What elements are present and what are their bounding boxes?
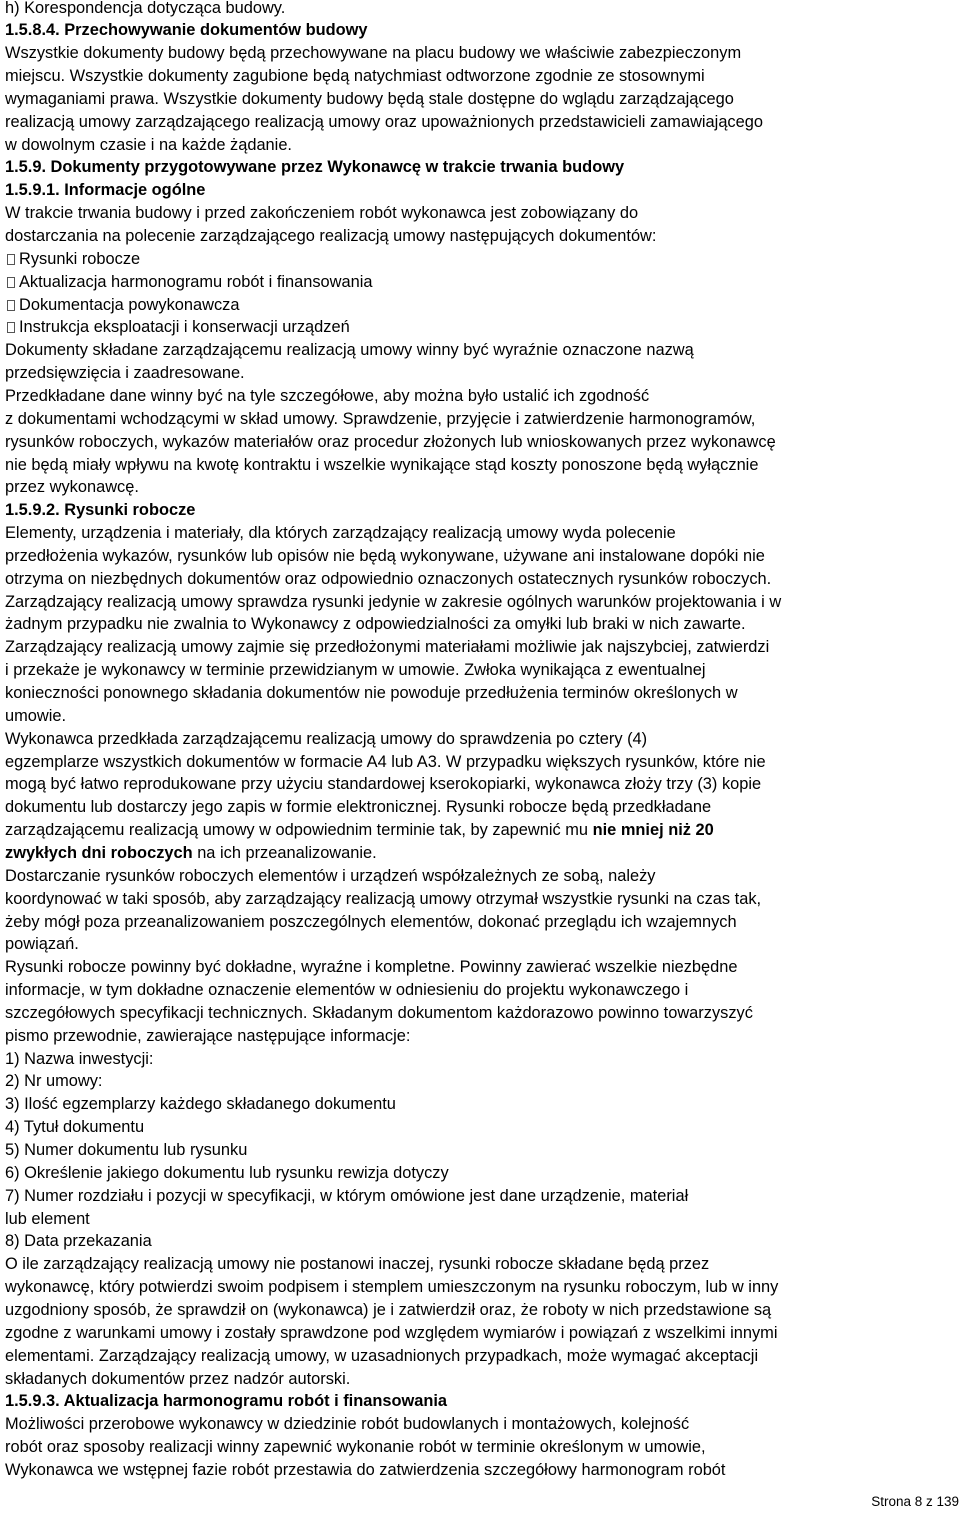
text-span: w dowolnym czasie i na każde żądanie.: [5, 135, 292, 154]
text-line: [5, 613, 746, 637]
bullet-item: [5, 271, 373, 295]
text-line: [5, 1070, 102, 1094]
text-span: na ich przeanalizowanie.: [192, 843, 377, 862]
text-line: [5, 1253, 709, 1277]
text-line: [5, 1230, 152, 1254]
text-line: [5, 202, 638, 226]
text-span: przedłożenia wykazów, rysunków lub opisów nie będą wykonywane, używane ani instalowane dopóki nie: [5, 546, 765, 565]
text-span: egzemplarze wszystkich dokumentów w formacie A4 lub A3. W przypadku większych rysunków, które nie: [5, 752, 766, 771]
text-span: uzgodniony sposób, że sprawdził on (wykonawca) je i zatwierdził oraz, że roboty w nich przedstawione są: [5, 1300, 772, 1319]
text-span: Wszystkie dokumenty budowy będą przechowywane na placu budowy we właściwie zabezpieczonym: [5, 44, 742, 63]
text-line: [5, 111, 763, 135]
text-line: [5, 1208, 90, 1232]
text-line: [5, 659, 706, 683]
text-span: 3) Ilość egzemplarzy każdego składanego dokumentu: [5, 1095, 396, 1114]
text-span: Dostarczanie rysunków roboczych elementów i urządzeń współzależnych ze sobą, należy: [5, 866, 656, 885]
text-span: Dokumenty składane zarządzającemu realizacją umowy winny być wyraźnie oznaczone nazwą: [5, 341, 694, 360]
text-line: [5, 42, 741, 66]
text-line: [5, 911, 737, 935]
text-span: 6) Określenie jakiego dokumentu lub rysunku rewizja dotyczy: [5, 1163, 449, 1182]
text-span: informacje, w tym dokładne oznaczenie elementów w odniesieniu do projektu wykonawczego i: [5, 981, 689, 1000]
text-span: nie będą miały wpływu na kwotę kontraktu i wszelkie wynikające stąd koszty ponoszone będą wyłącznie: [5, 455, 759, 474]
text-line: [5, 1025, 410, 1049]
text-line: [5, 65, 705, 89]
text-span: dostarczania na polecenie zarządzającego realizacją umowy następujących dokumentów:: [5, 227, 657, 245]
text-span: Elementy, urządzenia i materiały, dla których zarządzający realizacją umowy wyda polecenie: [5, 524, 676, 543]
text-span: konieczności ponownego składania dokumentów nie powoduje przedłużenia terminów określonych w: [5, 684, 738, 702]
text-line: [5, 865, 655, 889]
text-span: miejscu. Wszystkie dokumenty zagubione będą natychmiast odtworzone zgodnie ze stosownymi: [5, 67, 705, 86]
text-line: [5, 751, 766, 775]
bullet-item: [5, 294, 239, 318]
text-span: przedsięwzięcia i zaadresowane.: [5, 364, 245, 383]
text-span: W trakcie trwania budowy i przed zakończeniem robót wykonawca jest zobowiązany do: [5, 204, 639, 223]
bullet-icon: [7, 254, 15, 265]
text-span: przez wykonawcę.: [5, 478, 139, 497]
text-line: [5, 591, 781, 615]
text-line: [5, 1185, 688, 1209]
text-line: [5, 956, 738, 980]
text-span: żeby mógł poza przeanalizowaniem poszczególnych elementów, dokonać przeglądu ich wzajemnych: [5, 912, 737, 931]
text-line: [5, 1413, 689, 1437]
bold-text: nie mniej niż 20: [592, 821, 714, 840]
text-span: powiązań.: [5, 935, 79, 954]
text-line: [5, 636, 769, 660]
text-span: O ile zarządzający realizacją umowy nie postanowi inaczej, rysunki robocze składane będą przez: [5, 1255, 710, 1274]
text-line: [5, 476, 139, 500]
text-line: [5, 773, 761, 797]
text-span: Zarządzający realizacją umowy zajmie się przedłożonymi materiałami możliwie jak najszybciej, zatwierdzi: [5, 638, 770, 657]
text-line: [5, 1116, 144, 1140]
text-span: 4) Tytuł dokumentu: [5, 1118, 145, 1137]
text-span: 1) Nazwa inwestycji:: [5, 1049, 154, 1068]
text-line: [5, 454, 758, 478]
bullet-icon: [7, 277, 15, 288]
text-span: z dokumentami wchodzącymi w skład umowy. Sprawdzenie, przyjęcie i zatwierdzenie harmonogramów,: [5, 409, 756, 428]
text-line: [5, 499, 195, 523]
text-line: [5, 1139, 247, 1163]
text-span: h) Korespondencja dotycząca budowy.: [5, 0, 286, 17]
text-line: [5, 1299, 771, 1323]
text-span: mogą być łatwo reprodukowane przy użyciu standardowej kserokopiarki, wykonawca złoży trzy (3) kopie: [5, 775, 762, 794]
text-span: Rysunki robocze powinny być dokładne, wyraźne i kompletne. Powinny zawierać wszelkie niezbędne: [5, 958, 738, 977]
text-span: i przekaże je wykonawcy w terminie przewidzianym w umowie. Zwłoka wynikająca z ewentualnej: [5, 661, 706, 680]
text-line: [5, 1093, 396, 1117]
text-line: [5, 1322, 777, 1346]
page-number: Strona 8 z 139: [871, 1494, 959, 1509]
text-line: [5, 682, 738, 706]
text-span: szczegółowych specyfikacji technicznych. Składanym dokumentom każdorazowo powinno towarzyszyć: [5, 1003, 753, 1022]
text-line: [5, 979, 688, 1003]
text-span: 2) Nr umowy:: [5, 1072, 103, 1091]
bullet-item: [5, 316, 350, 340]
text-line: [5, 156, 624, 180]
text-span: koordynować w taki sposób, aby zarządzający realizacją umowy otrzymał wszystkie rysunki na czas tak,: [5, 889, 762, 908]
text-line: [5, 1048, 153, 1072]
text-span: 8) Data przekazania: [5, 1232, 152, 1251]
bold-text: zwykłych dni roboczych: [5, 843, 193, 862]
text-line: [5, 134, 292, 158]
text-span: rysunków roboczych, wykazów materiałów oraz procedur złożonych lub wnioskowanych przez wykonawcę: [5, 432, 776, 451]
text-line: [5, 842, 377, 866]
text-line: [5, 1276, 778, 1300]
text-line: [5, 888, 761, 912]
text-span: zgodne z warunkami umowy i zostały sprawdzone pod względem wymiarów i powiązań z wszelkimi innymi: [5, 1323, 778, 1342]
text-span: żadnym przypadku nie zwalnia to Wykonawcy z odpowiedzialności za omyłki lub braki w nich zawarte.: [5, 615, 746, 634]
text-span: Przedkładane dane winny być na tyle szczegółowe, aby można było ustalić ich zgodność: [5, 386, 650, 405]
text-span: dokumentu lub dostarczy jego zapis w formie elektronicznej. Rysunki robocze będą przedkładane: [5, 798, 712, 817]
text-span: Instrukcja eksploatacji i konserwacji urządzeń: [19, 318, 350, 337]
text-line: [5, 819, 714, 843]
text-span: 5) Numer dokumentu lub rysunku: [5, 1141, 248, 1159]
bold-text: 1.5.9.3. Aktualizacja harmonogramu robót i finansowania: [5, 1392, 448, 1411]
text-line: [5, 728, 647, 752]
text-line: [5, 522, 676, 546]
text-line: [5, 179, 205, 203]
text-line: [5, 1390, 447, 1414]
bullet-icon: [7, 300, 15, 311]
text-span: Aktualizacja harmonogramu robót i finansowania: [19, 272, 373, 291]
text-line: [5, 933, 79, 957]
text-line: [5, 1002, 753, 1026]
text-span: Zarządzający realizacją umowy sprawdza rysunki jedynie w zakresie ogólnych warunków projektowania i w: [5, 592, 782, 611]
text-line: [5, 545, 765, 569]
text-span: Wykonawca przedkłada zarządzającemu realizacją umowy do sprawdzenia po cztery (4): [5, 729, 648, 748]
text-span: wykonawcę, który potwierdzi swoim podpisem i stemplem umieszczonym na rysunku roboczym, lub w inny: [5, 1278, 779, 1297]
bold-text: 1.5.9.1. Informacje ogólne: [5, 181, 206, 200]
text-span: elementami. Zarządzający realizacją umowy, w uzasadnionych przypadkach, może wymagać akceptacji: [5, 1346, 759, 1365]
text-span: Wykonawca we wstępnej fazie robót przestawia do zatwierdzenia szczegółowy harmonogram robót: [5, 1460, 726, 1479]
text-line: [5, 1459, 725, 1483]
text-line: [5, 1436, 706, 1460]
text-line: [5, 0, 285, 21]
text-line: [5, 408, 755, 432]
bold-text: 1.5.9.2. Rysunki robocze: [5, 501, 196, 520]
text-span: składanych dokumentów przez nadzór autorski.: [5, 1369, 351, 1388]
text-span: Dokumentacja powykonawcza: [19, 295, 240, 314]
text-span: Rysunki robocze: [19, 249, 141, 268]
text-line: [5, 385, 649, 409]
text-span: otrzyma on niezbędnych dokumentów oraz odpowiednio oznaczonych ostatecznych rysunków roboczych.: [5, 569, 772, 588]
text-line: [5, 1368, 350, 1392]
text-span: umowie.: [5, 706, 67, 725]
bullet-icon: [7, 322, 15, 333]
text-span: pismo przewodnie, zawierające następujące informacje:: [5, 1026, 411, 1045]
bold-text: 1.5.9. Dokumenty przygotowywane przez Wykonawcę w trakcie trwania budowy: [5, 158, 625, 177]
text-line: [5, 705, 66, 729]
text-line: [5, 339, 694, 363]
text-span: lub element: [5, 1209, 90, 1228]
text-line: [5, 225, 656, 249]
text-line: [5, 1162, 449, 1186]
text-line: [5, 431, 776, 455]
text-span: zarządzającemu realizacją umowy w odpowiednim terminie tak, by zapewnić mu: [5, 821, 593, 840]
text-line: [5, 19, 368, 43]
text-line: [5, 568, 771, 592]
bold-text: 1.5.8.4. Przechowywanie dokumentów budowy: [5, 21, 368, 40]
text-span: robót oraz sposoby realizacji winny zapewnić wykonanie robót w terminie określonym w umowie,: [5, 1438, 706, 1457]
text-line: [5, 362, 245, 386]
text-line: [5, 1345, 758, 1369]
text-span: 7) Numer rozdziału i pozycji w specyfikacji, w którym omówione jest dane urządzenie, materiał: [5, 1186, 689, 1205]
bullet-item: [5, 248, 140, 272]
text-line: [5, 88, 734, 112]
text-line: [5, 796, 711, 820]
text-span: realizacją umowy zarządzającego realizacją umowy oraz upoważnionych przedstawicieli zamawiającego: [5, 112, 763, 131]
text-span: wymaganiami prawa. Wszystkie dokumenty budowy będą stale dostępne do wglądu zarządzającego: [5, 89, 734, 108]
text-span: Możliwości przerobowe wykonawcy w dziedzinie robót budowlanych i montażowych, kolejność: [5, 1415, 690, 1434]
